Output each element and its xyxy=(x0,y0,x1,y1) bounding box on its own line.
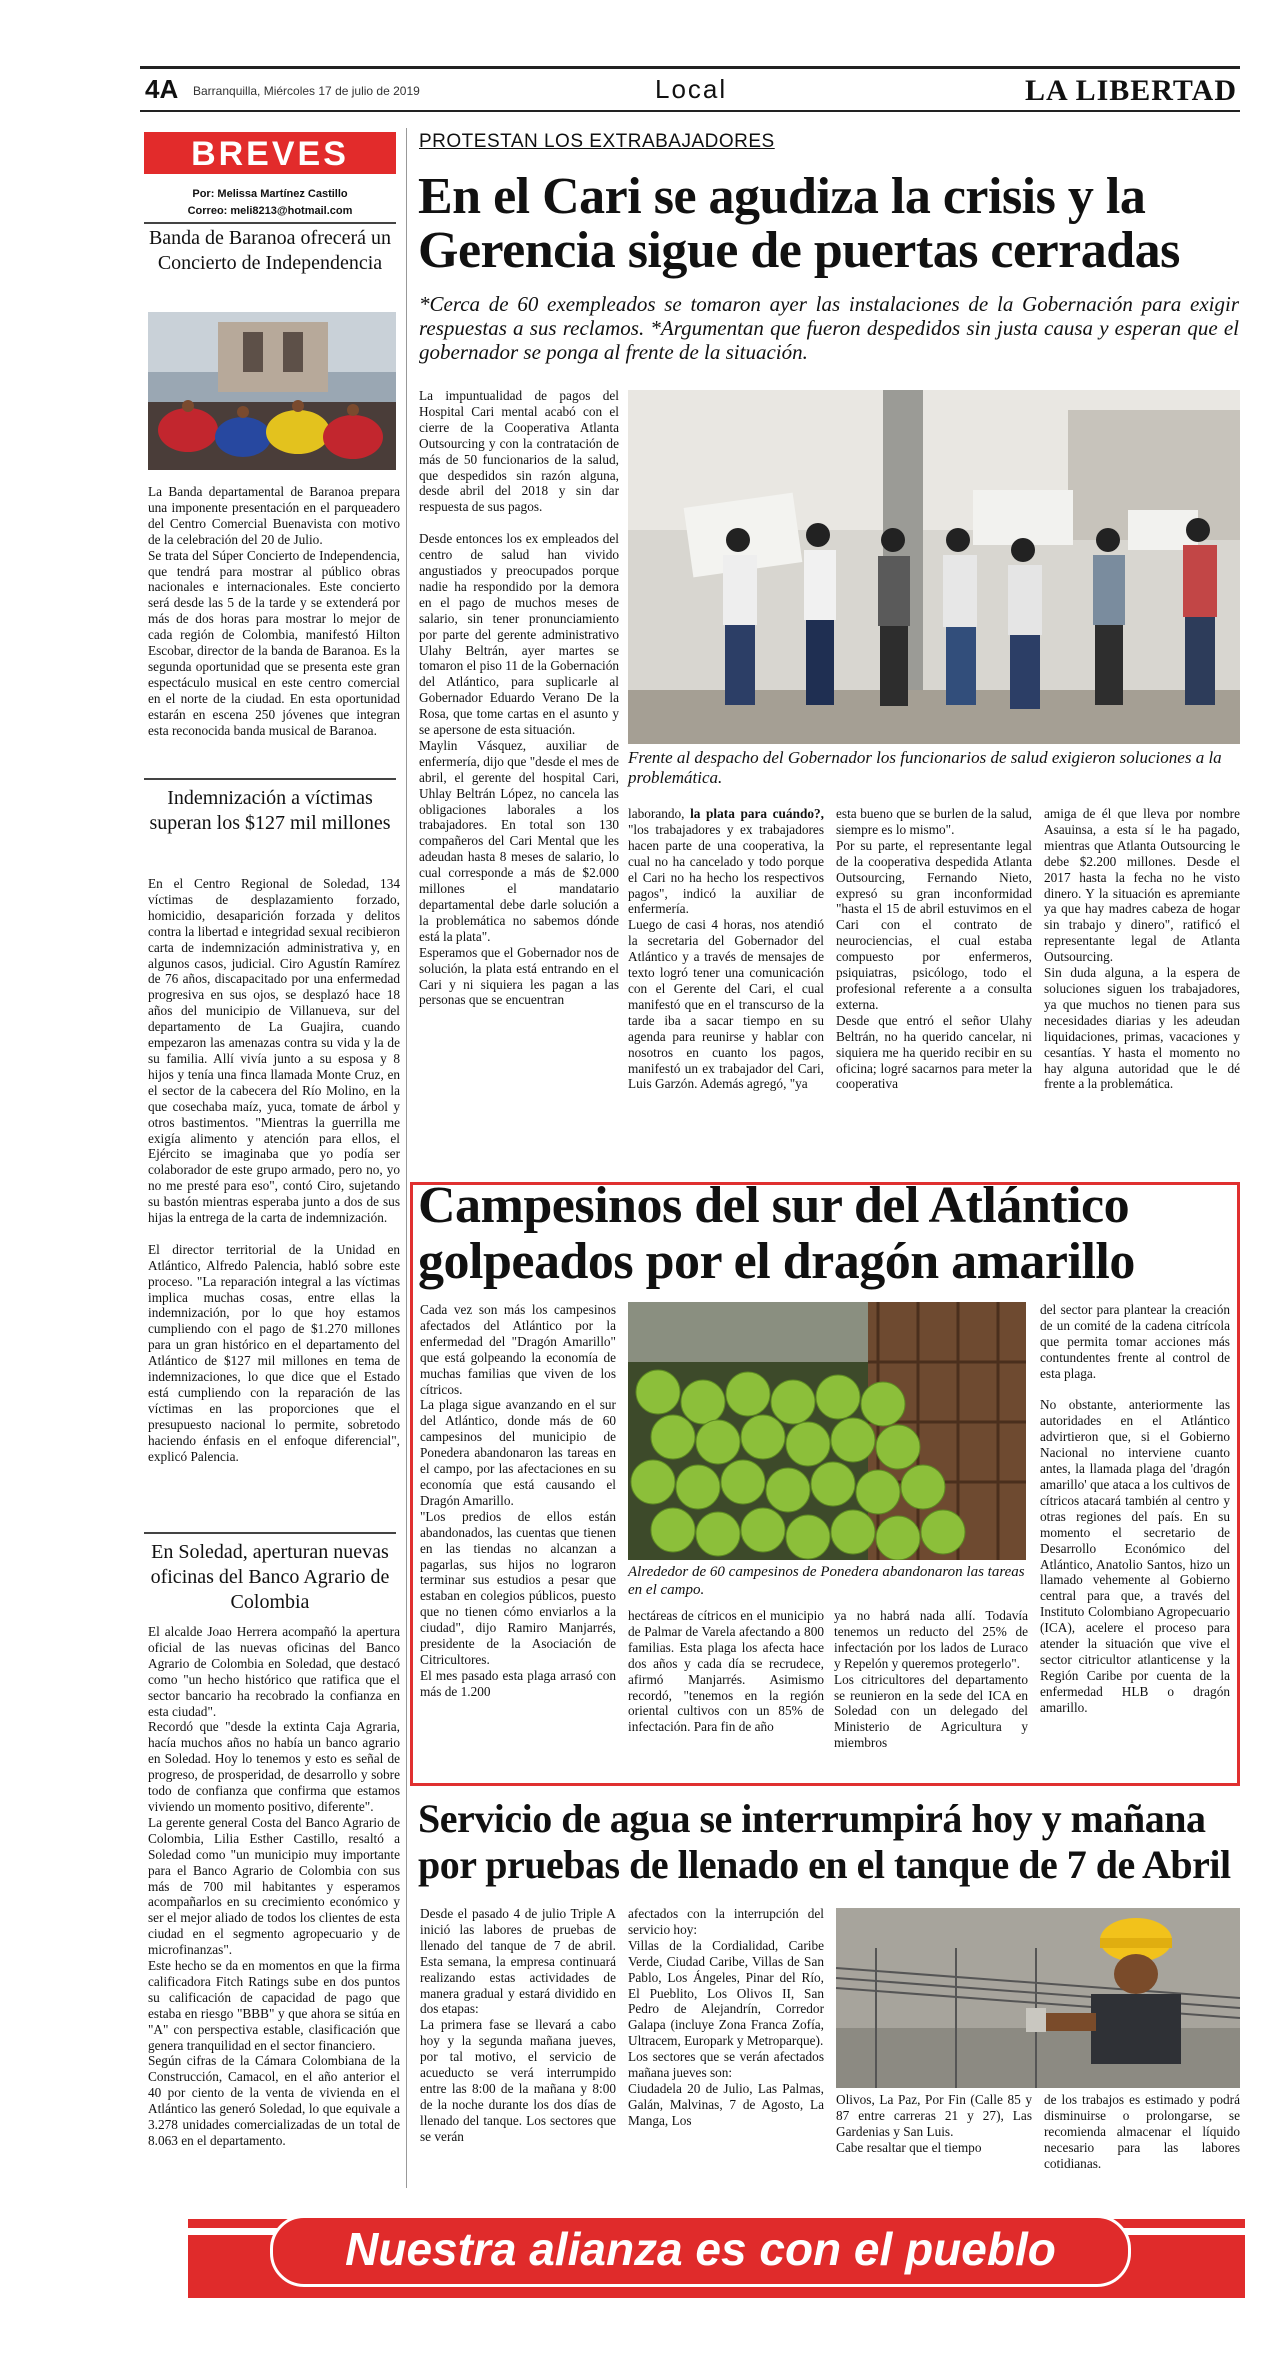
dragon-col-2: hectáreas de cítricos en el municipio de Palmar de Varela afectando a 800 familias. Esta plaga los afecta hace dos años y cada día se recrudece, afirmó Manjarrés. Asimismo recordó, "tenemos en la región oriental cultivos con un 85% de infectación. Para fin de año xyxy=(628,1608,824,1735)
protest-caption: Frente al despacho del Gobernador los funcionarios de salud exigieron soluciones a la problemática. xyxy=(628,748,1222,787)
breves-author: Por: Melissa Martínez Castillo xyxy=(192,188,348,200)
lead-kicker: PROTESTAN LOS EXTRABAJADORES xyxy=(419,131,775,152)
lead-col-2 xyxy=(628,806,824,1092)
water-headline: Servicio de agua se interrumpirá hoy y mañana por pruebas de llenado en el tanque de 7 de Abril xyxy=(418,1796,1231,1887)
breves-label: BREVES xyxy=(144,132,396,174)
newspaper-name: LA LIBERTAD xyxy=(1025,74,1237,107)
water-col-2: afectados con la interrupción del servicio hoy: Villas de la Cordialidad, Caribe Verde, Ciudad Caribe, Villas de San Pablo, Los Ángeles, Pinar del Río, El Pueblito, Los Olivos II, San Pedro de Alejandrín, Corredor Galapa (incluye Zona Franca Zofía, Ultracem, Europark y Metroparque). Los sectores que se verán afectados mañana jueves son: Ciudadela 20 de Julio, Las Palmas, Galán, Malvinas, 7 de Agosto, La Manga, Los xyxy=(628,1906,824,2128)
brief-3-headline: En Soledad, aperturan nuevas oficinas del Banco Agrario de Colombia xyxy=(150,1541,390,1613)
lead-col-2-bold: la plata para cuándo?, xyxy=(690,806,824,821)
breves-column-rule xyxy=(406,128,407,2188)
footer-slogan: Nuestra alianza es con el pueblo xyxy=(345,2223,1056,2275)
brief-divider-2 xyxy=(144,778,396,780)
protest-photo xyxy=(628,390,1240,744)
lead-col-1: La impuntualidad de pagos del Hospital Cari mental acabó con el cierre de la Cooperativa Atlanta Outsourcing y con la contratación de más de 50 funcionarios de la salud, que despedidos sin razón alguna, desde abril del 2018 y sin dar respuesta de sus pagos. Desde entonces los ex empleados del centro de salud han vivido angustiados y preocupados porque nadie ha respondido por la demora en el pago de muchos meses de salario, sin tener pronunciamiento por parte del gerente administrativo Ulahy Beltrán, ayer martes se tomaron el piso 11 de la Gobernación del Atlántico, para suplicarle al Gobernador Eduardo Verano De la Rosa, que tome cartas en el asunto y se apersone de esta situación. Maylin Vásquez, auxiliar de enfermería, dijo que "desde el mes de abril, el gerente del hospital Cari, Uhlay Beltrán López, no cancela las obligaciones laborales a los trabajadores. En total son 130 compañeros del Cari Mental que les adeudan hasta 8 meses de salario, lo cual corresponde a más de $2.000 millones el mandatario departamental debe darle solución a la problemática no sabemos dónde está la plata". Esperamos que el Gobernador nos de solución, la plata está entrando en el Cari y ni siquiera les pagan a las personas que se encuentran xyxy=(419,388,619,1008)
date-line: Barranquilla, Miércoles 17 de julio de 2019 xyxy=(193,84,420,98)
water-worker-photo xyxy=(836,1908,1240,2088)
citrus-caption: Alrededor de 60 campesinos de Ponedera abandonaron las tareas en el campo. xyxy=(628,1564,1025,1598)
breves-email: Correo: meli8213@hotmail.com xyxy=(187,205,353,217)
water-col-1: Desde el pasado 4 de julio Triple A inició las labores de pruebas de llenado del tanque de 7 de abril. Esta semana, la empresa continuará realizando estas actividades de manera gradual y estará dividido en dos etapas: La primera fase se llevará a cabo hoy y la segunda mañana jueves, por tal motivo, el servicio de acueducto se verá interrumpido entre las 8:00 de la mañana y 8:00 de la noche durante los dos días de llenado del tanque. Los sectores que se verán xyxy=(420,1906,616,2144)
masthead-bottom-rule xyxy=(140,110,1240,112)
water-col-4: de los trabajos es estimado y podrá disminuirse o prolongarse, se recomienda almacenar el líquido necesario para las labores cotidianas. xyxy=(1044,2092,1240,2171)
dragon-col-4: del sector para plantear la creación de un comité de la cadena citrícola que permita tomar acciones más contundentes frente al control de esta plaga. No obstante, anteriormente las autoridades en el Atlántico advirtieron que, si el Gobierno Nacional no interviene cuanto antes, la llamada plaga del 'dragón amarillo' que ataca a los cultivos de cítricos atacará también al centro y otras regiones del país. En su momento el secretario de Desarrollo Económico del Atlántico, Anatolio Santos, hizo un llamado vehemente al Gobierno central para que, a través del Instituto Colombiano Agropecuario (ICA), acelere el proceso para atender la situación que vive el sector citricultor atlanticense y la Región Caribe por cuenta de la enfermedad HLB o dragón amarillo. xyxy=(1040,1302,1230,1715)
brief-divider-3 xyxy=(144,1532,396,1534)
breves-divider xyxy=(144,222,396,224)
citrus-photo xyxy=(628,1302,1026,1560)
lead-col-2-lead: laborando, xyxy=(628,806,691,821)
water-col-3: Olivos, La Paz, Por Fin (Calle 85 y 87 entre carreras 21 y 27), Las Gardenias y San Luis. Cabe resaltar que el tiempo xyxy=(836,2092,1032,2155)
lead-headline: En el Cari se agudiza la crisis y la Gerencia sigue de puertas cerradas xyxy=(418,168,1180,279)
band-photo xyxy=(148,312,396,470)
brief-2-body: En el Centro Regional de Soledad, 134 víctimas de desplazamiento forzado, homicidio, desaparición forzada y delitos contra la libertad e integridad sexual recibieron carta de indemnización administrativa y, en algunos casos, judicial. Ciro Agustín Ramírez de 76 años, discapacitado por una enfermedad progresiva en sus ojos, se desplazó hace 18 años del municipio de Villanueva, sur del departamento de La Guajira, cuando empezaron las amenazas contra su vida y la de su familia. Allí vivía junto a su esposa y 8 hijos y tenía una finca llamada Monte Cruz, en el sector de la cabecera del Río Molino, en la que cosechaba maíz, yuca, tomate de árbol y otros bastimentos. "Mientras la guerrilla me exigía alimento y atención para ellos, el Ejército se imaginaba que yo podía ser colaborador de este grupo armado, pero no, yo no me presté para eso", contó Ciro, sujetando su bastón mientras esperaba junto a dos de sus hijas la entrega de la carta de indemnización. El director territorial de la Unidad en Atlántico, Alfredo Palencia, habló sobre este proceso. "La reparación integral a las víctimas implica muchas cosas, entre ellas la indemnización, por lo que hoy estamos cumpliendo con el pago de $1.270 millones para un gran histórico en el departamento del Atlántico de $127 mil millones en tema de indemnizaciones, lo que dice que el Estado está cumpliendo con la reparación de las víctimas en las proporciones que el presupuesto nacional lo permite, sobretodo haciendo énfasis en el enfoque diferencial", explicó Palencia. xyxy=(148,876,400,1464)
lead-col-2-rest: "los trabajadores y ex trabajadores hacen parte de una cooperativa, la cual no ha cancelado y todo porque el Cari no ha hecho los respectivos pagos", indicó la auxiliar de enfermería. Luego de casi 4 horas, nos atendió la secretaria del Gobernador del Atlántico y a través de mensajes de texto logró tener una comunicación con el Gerente del Cari, el cual manifestó que en el transcurso de la tarde iba a sacar tiempo en su agenda para reunirse y hablar con nosotros en cuanto los pagos, manifestó un ex trabajador del Cari, Luis Garzón. Además agregó, "ya xyxy=(628,821,824,1092)
brief-1-headline: Banda de Baranoa ofrecerá un Concierto de Independencia xyxy=(148,227,392,274)
lead-col-4: amiga de él que lleva por nombre Asauinsa, a esta sí le ha pagado, mientras que Atlanta Outsourcing le debe $2.200 millones. Desde el 2017 hasta la fecha no he visto dinero. Y la situación es apremiante ya que hay madres cabeza de hogar sin trabajo y dinero", ratificó el representante legal de Atlanta Outsourcing. Sin duda alguna, a la espera de soluciones siguen los trabajadores, ya que muchos no tienen para sus necesidades diarias y les adeudan liquidaciones, primas, vacaciones y cesantías. Y hasta el momento no hay alguna autoridad que le dé frente a la problemática. xyxy=(1044,806,1240,1092)
dragon-col-3: ya no habrá nada allí. Todavía tenemos un reducto del 25% de infectación por los lados de Luraco y Repelón y queremos protegerlo". Los citricultores del departamento se reunieron en la sede del ICA en Soledad con un delegado del Ministerio de Agricultura y miembros xyxy=(834,1608,1028,1751)
brief-1-body: La Banda departamental de Baranoa prepara una imponente presentación en el parqueadero del Centro Comercial Buenavista con motivo de la celebración del 20 de Julio. Se trata del Súper Concierto de Independencia, que tendrá para mostrar al público obras nacionales e internacionales. Este concierto será desde las 5 de la tarde y se extenderá por más de dos horas para mostrar lo mejor de cada región de Colombia, manifestó Hilton Escobar, director de la banda de Baranoa. Es la segunda oportunidad que se presenta este gran espectáculo musical en este centro comercial en el norte de la ciudad. En esta oportunidad estarán en escena 250 jóvenes que integran esta reconocida banda musical de Baranoa. xyxy=(148,484,400,738)
section-name: Local xyxy=(655,74,728,104)
dragon-headline: Campesinos del sur del Atlántico golpeados por el dragón amarillo xyxy=(418,1177,1135,1290)
lead-deck: *Cerca de 60 exempleados se tomaron ayer las instalaciones de la Gobernación para exigir respuestas a sus reclamos. *Argumentan que fueron despedidos sin justa causa y esperan que el gobernador se ponga al frente de la situación. xyxy=(419,292,1239,364)
breves-byline xyxy=(144,186,396,220)
page-number: 4A xyxy=(145,74,179,104)
dragon-col-1: Cada vez son más los campesinos afectados del Atlántico por la enfermedad del "Dragón Amarillo" que está golpeando la economía de muchas familias que viven de los cítricos. La plaga sigue avanzando en el sur del Atlántico, donde más de 60 campesinos del municipio de Ponedera abandonaron las tareas en el campo, por las afectaciones en su economía que está causando el Dragón Amarillo. "Los predios de ellos están abandonados, las cuentas que tienen en las tiendas no alcanzan a pagarlas, sus hijos no lograron terminar sus estudios a pesar que estaban en colegios públicos, puesto que no tienen cómo enviarlos a la ciudad", dijo Ramiro Manjarrés, presidente de la Asociación de Citricultores. El mes pasado esta plaga arrasó con más de 1.200 xyxy=(420,1302,616,1699)
brief-2-headline: Indemnización a víctimas superan los $127 mil millones xyxy=(149,787,391,834)
lead-col-3: esta bueno que se burlen de la salud, siempre es lo mismo". Por su parte, el representante legal de la cooperativa despedida Atlanta Outsourcing, Fernando Nieto, expresó su gran inconformidad "hasta el 15 de abril estuvimos en el Cari con el contrato de neurociencias, el cual estaba compuesto por enfermeros, psiquiatras, psicólogo, todo el profesional referente a a consulta externa. Desde que entró el señor Ulahy Beltrán, no ha querido cancelar, ni siquiera me ha querido recibir en su oficina; logré sacarnos para meter la cooperativa xyxy=(836,806,1032,1092)
brief-3-body: El alcalde Joao Herrera acompañó la apertura oficial de las nuevas oficinas del Banco Agrario de Colombia en Soledad, que destacó como "un hecho histórico que ratifica que el sector bancario ha recobrado la confianza en esta ciudad". Recordó que "desde la extinta Caja Agraria, hacía muchos años no había un banco agrario en Soledad. Hoy lo tenemos y esto es señal de progreso, de prosperidad, de desarrollo y sobre todo de confianza que confirma que estamos viviendo un momento positivo, diferente". La gerente general Costa del Banco Agrario de Colombia, Lilia Esther Castillo, resaltó a Soledad como "un municipio muy importante para el Banco Agrario de Colombia con sus más de 700 mil habitantes y esperamos acompañarlos en su crecimiento económico y ser el mejor aliado de todos los clientes de esta ciudad en el segmento agropecuario y de microfinanzas". Este hecho se da en momentos en que la firma calificadora Fitch Ratings sube en dos puntos su calificación de capacidad de pago que estaba en riesgo "BBB" y que ahora se sitúa en "A" con perspectiva estable, clasificación que genera tranquilidad en el sector financiero. Según cifras de la Cámara Colombiana de la Construcción, Camacol, en el año anterior el 40 por ciento de la venta de vivienda en el Atlántico las generó Soledad, lo que equivale a 3.278 unidades comercializadas de un total de 8.063 en el departamento. xyxy=(148,1624,400,2148)
masthead-top-rule xyxy=(140,66,1240,69)
